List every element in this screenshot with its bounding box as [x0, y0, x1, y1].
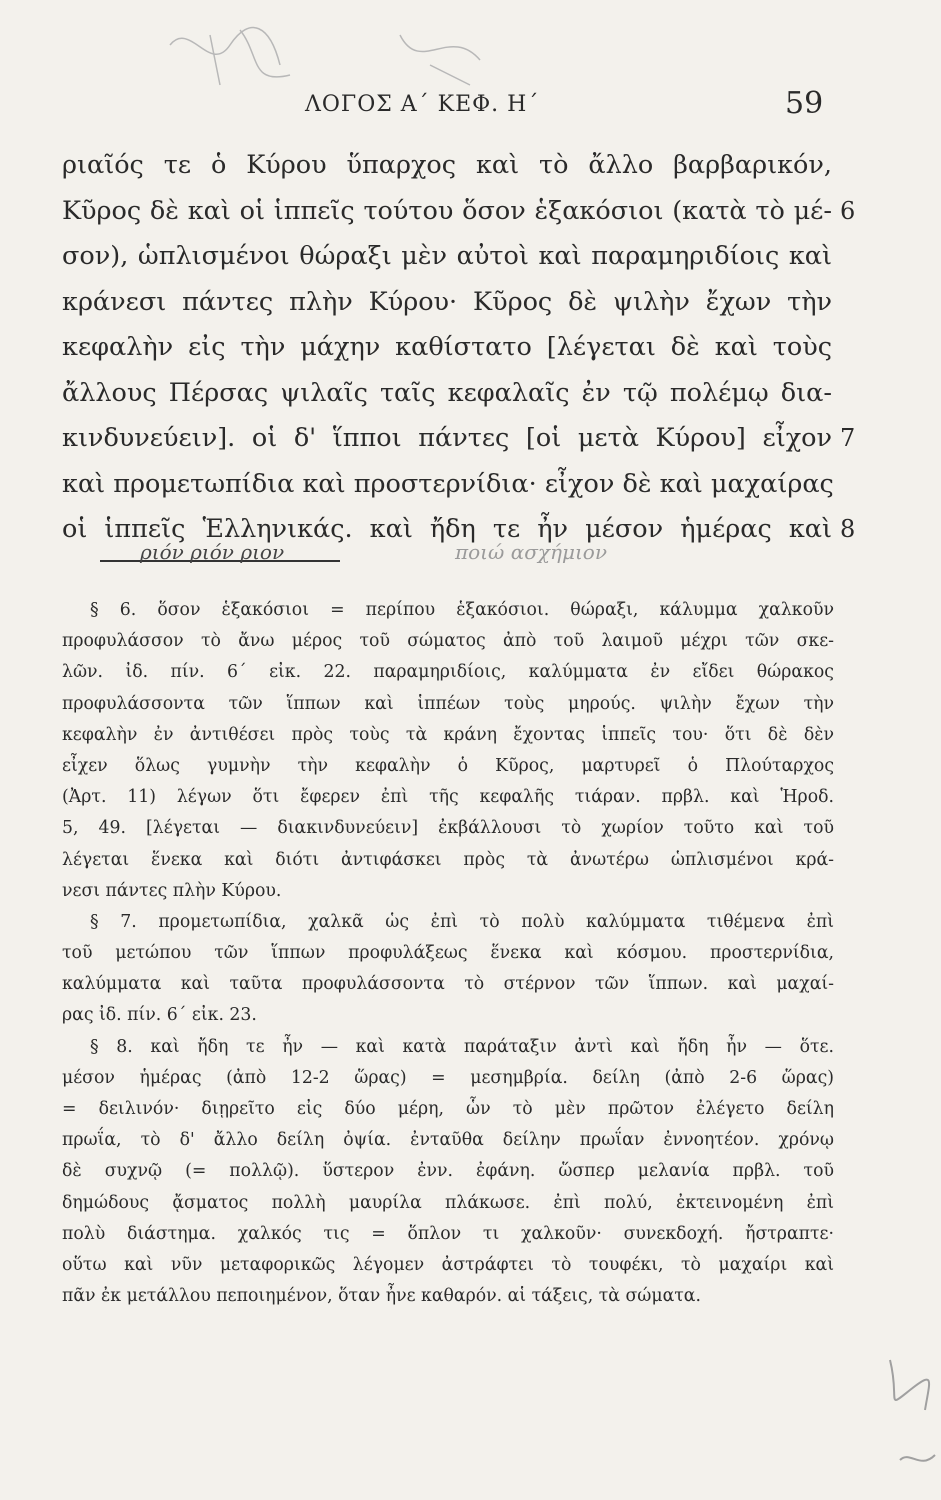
struck-annotation-row: [100, 540, 820, 584]
line-text: κράνεσι πάντες πλὴν Κύρου· Κῦρος δὲ ψιλὴν ἔχων τὴν: [62, 286, 832, 317]
note-line: δημώδους ᾄσματος πολλὴ μαυρίλα πλάκωσε. ἐπὶ πολύ, ἐκτεινομένη ἐπὶ: [62, 1192, 834, 1213]
note-line: μέσον ἡμέρας (ἀπὸ 12-2 ὥρας) = μεσημβρία. δείλη (ἀπὸ 2-6 ὥρας): [62, 1067, 834, 1088]
pencil-annotation: ποιώ ασχήμιον: [455, 540, 607, 564]
note-line: πολὺ διάστημα. χαλκός τις = ὅπλον τι χαλκοῦν· συνεκδοχή. ἤστραπτε·: [62, 1223, 834, 1244]
pencil-scribble: [150, 15, 530, 95]
line-text: καὶ προμετωπίδια καὶ προστερνίδια· εἶχον δὲ καὶ μαχαίρας: [62, 468, 834, 499]
text-line: [62, 330, 832, 376]
line-text: οἱ ἱππεῖς Ἑλληνικάς. καὶ ἤδη τε ἦν μέσον ἡμέρας καὶ: [62, 514, 832, 544]
text-line: [62, 194, 856, 240]
chapter-title: ΛΟΓΟΣ Α΄ ΚΕΦ. Η΄: [305, 92, 540, 117]
line-text: ἄλλους Πέρσας ψιλαῖς ταῖς κεφαλαῖς ἐν τῷ πολέμῳ δια-: [62, 377, 832, 408]
note-line: λῶν. ἰδ. πίν. 6΄ εἰκ. 22. παραμηριδίοις, καλύμματα ἐν εἴδει θώρακος: [62, 662, 834, 683]
text-line: [62, 467, 832, 513]
note-line: § 6. ὅσον ἑξακόσιοι = περίπου ἑξακόσιοι. θώραξι, κάλυμμα χαλκοῦν: [90, 600, 834, 620]
margin-pencil-mark: [880, 1340, 940, 1500]
struck-text: ριόν ριόν ριον: [140, 540, 285, 564]
note-line: οὕτω καὶ νῦν μεταφορικῶς λέγομεν ἀστράφτει τὸ τουφέκι, τὸ μαχαίρι καὶ: [62, 1254, 834, 1275]
note-line: νεσι πάντες πλὴν Κύρου.: [62, 880, 282, 901]
line-text: σον), ὡπλισμένοι θώραξι μὲν αὐτοὶ καὶ παραμηριδίοις καὶ: [62, 241, 832, 271]
text-line: [62, 421, 856, 467]
text-line: [62, 285, 832, 331]
section-marker: 7: [840, 424, 856, 452]
note-line: (Ἀρτ. 11) λέγων ὅτι ἔφερεν ἐπὶ τῆς κεφαλῆς τιάραν. πρβλ. καὶ Ἡροδ.: [62, 787, 834, 808]
note-line: εἶχεν ὅλως γυμνὴν τὴν κεφαλὴν ὁ Κῦρος, μαρτυρεῖ ὁ Πλούταρχος: [62, 755, 834, 776]
line-text: Κῦρος δὲ καὶ οἱ ἱππεῖς τούτου ὅσον ἑξακόσιοι (κατὰ τὸ μέ-: [62, 195, 832, 226]
text-line: [62, 239, 832, 285]
note-line: προφυλάσσον τὸ ἄνω μέρος τοῦ σώματος ἀπὸ τοῦ λαιμοῦ μέχρι τῶν σκε-: [62, 631, 834, 652]
line-text: κινδυνεύειν]. οἱ δ' ἵπποι πάντες [οἱ μετὰ Κύρου] εἶχον: [62, 423, 832, 453]
note-line: δὲ συχνῷ (= πολλῷ). ὕστερον ἐνν. ἐφάνη. ὥσπερ μελανία πρβλ. τοῦ: [62, 1161, 834, 1182]
section-marker: 6: [840, 196, 856, 225]
note-line: = δειλινόν· διῃρεῖτο εἰς δύο μέρη, ὧν τὸ μὲν πρῶτον ἐλέγετο δείλη: [62, 1099, 834, 1119]
note-line: ρας ἰδ. πίν. 6΄ εἰκ. 23.: [62, 1005, 257, 1026]
note-line: κεφαλὴν ἐν ἀντιθέσει πρὸς τοὺς τὰ κράνη ἔχοντας ἱππεῖς του· ὅτι δὲ δὲν: [62, 724, 834, 745]
line-text: ριαῖός τε ὁ Κύρου ὕπαρχος καὶ τὸ ἄλλο βαρβαρικόν,: [62, 150, 832, 180]
note-line: καλύμματα καὶ ταῦτα προφυλάσσοντα τὸ στέρνον τῶν ἵππων. καὶ μαχαί-: [62, 974, 834, 995]
note-line: πρωΐα, τὸ δ' ἄλλο δείλη ὀψία. ἐνταῦθα δείλην πρωΐαν ἐννοητέον. χρόνῳ: [62, 1130, 834, 1151]
section-marker: 8: [840, 515, 856, 543]
note-line: 5, 49. [λέγεται — διακινδυνεύειν] ἐκβάλλουσι τὸ χωρίον τοῦτο καὶ τοῦ: [62, 818, 834, 839]
page-number: 59: [785, 86, 824, 121]
note-line: τοῦ μετώπου τῶν ἵππων προφυλάξεως ἕνεκα καὶ κόσμου. προστερνίδια,: [62, 943, 834, 964]
note-line: § 7. προμετωπίδια, χαλκᾶ ὡς ἐπὶ τὸ πολὺ καλύμματα τιθέμενα ἐπὶ: [90, 911, 834, 932]
main-text: [62, 148, 856, 558]
text-line: [62, 148, 832, 194]
text-line: [62, 376, 832, 422]
line-text: κεφαλὴν εἰς τὴν μάχην καθίστατο [λέγεται δὲ καὶ τοὺς: [62, 332, 832, 362]
commentary-notes: [62, 598, 834, 1315]
running-header: [0, 86, 941, 126]
note-line: § 8. καὶ ἤδη τε ἦν — καὶ κατὰ παράταξιν ἀντὶ καὶ ἤδη ἦν — ὅτε.: [90, 1036, 834, 1057]
note-line: προφυλάσσοντα τῶν ἵππων καὶ ἱππέων τοὺς μηρούς. ψιλὴν ἔχων τὴν: [62, 693, 834, 714]
note-line: πᾶν ἐκ μετάλλου πεποιημένον, ὅταν ἦνε καθαρόν. αἱ τάξεις, τὰ σώματα.: [62, 1286, 701, 1307]
note-line: λέγεται ἕνεκα καὶ διότι ἀντιφάσκει πρὸς τὰ ἀνωτέρω ὡπλισμένοι κρά-: [62, 849, 834, 870]
